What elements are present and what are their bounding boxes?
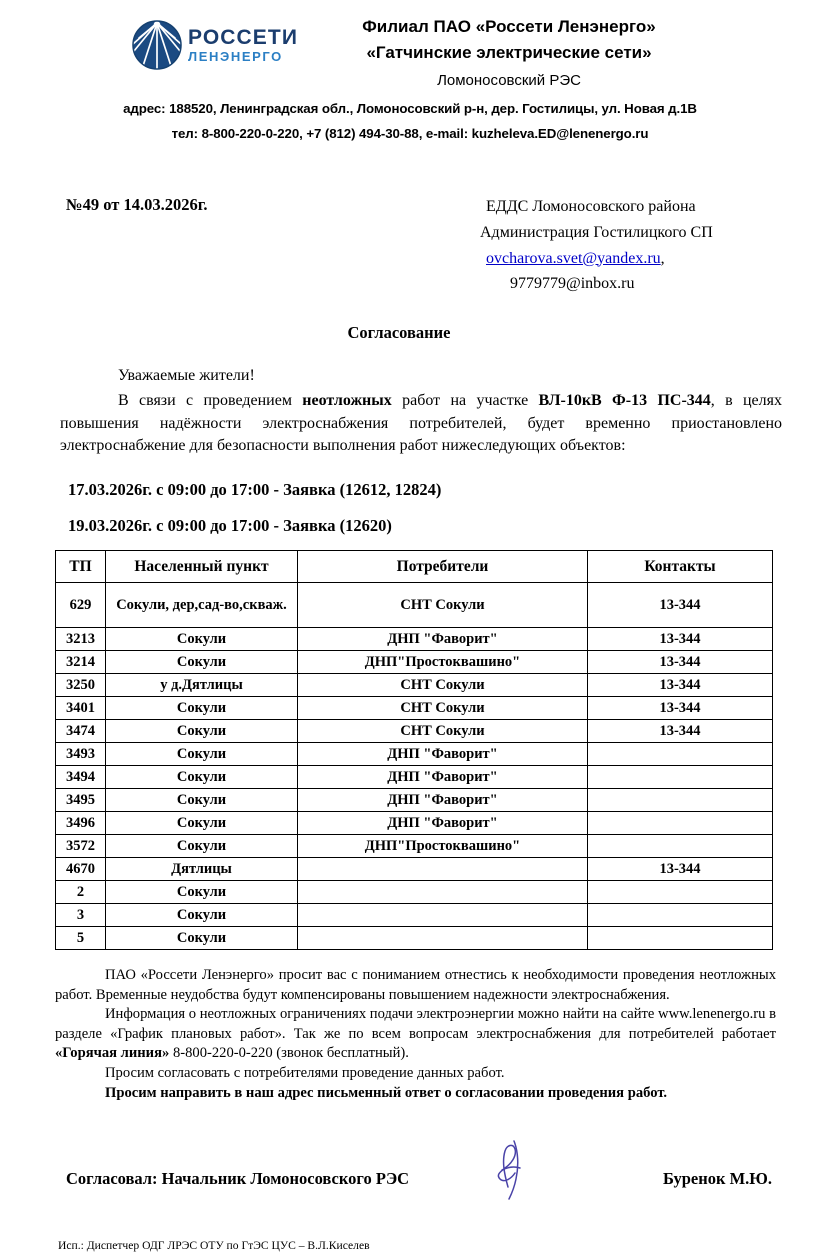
cell-contacts xyxy=(588,766,773,789)
cell-settlement: Сокули xyxy=(106,720,298,743)
col-header-settlement: Населенный пункт xyxy=(106,551,298,583)
cell-tp: 3572 xyxy=(56,835,106,858)
cell-consumers: СНТ Сокули xyxy=(298,720,588,743)
cell-consumers: ДНП "Фаворит" xyxy=(298,743,588,766)
table-row xyxy=(56,789,773,812)
cell-tp: 3250 xyxy=(56,674,106,697)
cell-contacts xyxy=(588,904,773,927)
intro-part-1: В связи с проведением xyxy=(118,391,303,409)
col-header-consumers: Потребители xyxy=(298,551,588,583)
greeting-text: Уважаемые жители! xyxy=(118,367,255,385)
addressee-row xyxy=(0,194,820,298)
cell-tp: 2 xyxy=(56,881,106,904)
cell-tp: 3214 xyxy=(56,651,106,674)
table-row xyxy=(56,904,773,927)
table-row xyxy=(56,697,773,720)
table-row xyxy=(56,720,773,743)
signatory-name: Буренок М.Ю. xyxy=(662,1169,772,1189)
cell-settlement: Дятлицы xyxy=(106,858,298,881)
signature-block xyxy=(0,1145,820,1201)
cell-consumers xyxy=(298,858,588,881)
outage-schedule-list xyxy=(0,477,820,538)
executor-footer: Исп.: Диспетчер ОДГ ЛРЭС ОТУ по ГтЭС ЦУС – В.Л.Киселев xyxy=(58,1239,370,1252)
recipient-email-link[interactable]: ovcharova.svet@yandex.ru xyxy=(486,249,661,267)
table-row xyxy=(56,858,773,881)
cell-settlement: Сокули xyxy=(106,651,298,674)
cell-contacts xyxy=(588,881,773,904)
intro-paragraph xyxy=(60,390,782,458)
cell-consumers xyxy=(298,927,588,950)
letterhead-top-row xyxy=(0,14,820,95)
cell-tp: 3 xyxy=(56,904,106,927)
cell-tp: 3496 xyxy=(56,812,106,835)
closing-hotline-label: «Горячая линия» xyxy=(55,1045,170,1062)
table-header-row xyxy=(56,551,773,583)
col-header-tp: ТП xyxy=(56,551,106,583)
cell-settlement: Сокули xyxy=(106,835,298,858)
cell-tp: 3493 xyxy=(56,743,106,766)
table-row xyxy=(56,835,773,858)
table-row xyxy=(56,628,773,651)
cell-settlement: Сокули xyxy=(106,743,298,766)
table-row xyxy=(56,743,773,766)
objects-table-wrap xyxy=(0,550,820,950)
cell-contacts xyxy=(588,812,773,835)
recipient-administration: Администрация Гостилицкого СП xyxy=(480,223,713,241)
cell-contacts: 13-344 xyxy=(588,651,773,674)
closing-section xyxy=(0,966,820,1103)
intro-bold-urgent: неотложных xyxy=(302,391,392,409)
cell-settlement: Сокули xyxy=(106,697,298,720)
cell-contacts: 13-344 xyxy=(588,628,773,651)
cell-settlement: у д.Дятлицы xyxy=(106,674,298,697)
cell-settlement: Сокули xyxy=(106,812,298,835)
letterhead-address: адрес: 188520, Ленинградская обл., Ломоносовский р-н, дер. Гостилицы, ул. Новая д.1В xyxy=(123,101,697,117)
cell-contacts xyxy=(588,835,773,858)
recipient-organization: ЕДДС Ломоносовского района xyxy=(486,197,696,215)
cell-tp: 3401 xyxy=(56,697,106,720)
cell-consumers xyxy=(298,881,588,904)
cell-consumers: ДНП"Простоквашино" xyxy=(298,835,588,858)
cell-tp: 3494 xyxy=(56,766,106,789)
recipient-email-comma: , xyxy=(660,249,665,267)
body-section xyxy=(0,365,820,458)
letterhead-contacts: тел: 8-800-220-0-220, +7 (812) 494-30-88, e-mail: kuzheleva.ED@lenenergo.ru xyxy=(171,126,649,142)
cell-tp: 4670 xyxy=(56,858,106,881)
closing-p2-part-b: 8-800-220-0-220 (звонок бесплатный). xyxy=(169,1045,409,1062)
recipient-email-plain: 9779779@inbox.ru xyxy=(510,275,635,293)
cell-settlement: Сокули xyxy=(106,766,298,789)
table-row xyxy=(56,927,773,950)
cell-settlement: Сокули xyxy=(106,789,298,812)
logo-text-lenenergo: ЛЕНЭНЕРГО xyxy=(188,48,283,64)
table-row xyxy=(56,766,773,789)
objects-table xyxy=(55,550,773,950)
cell-tp: 3495 xyxy=(56,789,106,812)
branch-title-line3: Ломоносовский РЭС xyxy=(437,71,581,89)
cell-contacts xyxy=(588,789,773,812)
cell-contacts: 13-344 xyxy=(588,858,773,881)
letterhead xyxy=(0,0,820,146)
cell-consumers xyxy=(298,904,588,927)
branch-title-line1: Филиал ПАО «Россети Ленэнерго» xyxy=(362,17,656,36)
closing-paragraph-1: ПАО «Россети Ленэнерго» просит вас с пониманием отнестись к необходимости проведения неотложных работ. Временные неудобства будут компенсированы повышением надежности электроснабжения. xyxy=(55,967,776,1003)
cell-contacts: 13-344 xyxy=(588,583,773,628)
table-row xyxy=(56,583,773,628)
logo-text-rosseti: РОССЕТИ xyxy=(188,26,299,50)
cell-tp: 5 xyxy=(56,927,106,950)
letterhead-titles xyxy=(258,14,820,95)
intro-part-2: работ на участке xyxy=(391,391,539,409)
cell-consumers: ДНП"Простоквашино" xyxy=(298,651,588,674)
outage-line: 17.03.2026г. с 09:00 до 17:00 - Заявка (12612, 12824) xyxy=(68,480,442,500)
recipient-block xyxy=(480,194,780,298)
closing-p2-part-a: Информация о неотложных ограничениях подачи электроэнергии можно найти на сайте www.lenenergo.ru в разделе «График плановых работ». Так же по всем вопросам электроснабжения для потребителей работает xyxy=(55,1006,776,1042)
table-row xyxy=(56,812,773,835)
cell-consumers: ДНП "Фаворит" xyxy=(298,789,588,812)
rosseti-sun-logo-icon xyxy=(132,20,182,70)
table-row xyxy=(56,674,773,697)
cell-contacts: 13-344 xyxy=(588,674,773,697)
table-row xyxy=(56,651,773,674)
cell-settlement: Сокули xyxy=(106,628,298,651)
col-header-contacts: Контакты xyxy=(588,551,773,583)
cell-consumers: ДНП "Фаворит" xyxy=(298,628,588,651)
closing-paragraph-4: Просим направить в наш адрес письменный ответ о согласовании проведения работ. xyxy=(105,1084,668,1101)
cell-tp: 3474 xyxy=(56,720,106,743)
cell-settlement: Сокули xyxy=(106,927,298,950)
table-row xyxy=(56,881,773,904)
cell-contacts xyxy=(588,743,773,766)
signatory-role: Согласовал: Начальник Ломоносовского РЭС xyxy=(66,1169,410,1189)
closing-paragraph-2 xyxy=(55,1005,776,1064)
page-title: Согласование xyxy=(347,323,451,343)
cell-tp: 629 xyxy=(56,583,106,628)
cell-consumers: СНТ Сокули xyxy=(298,697,588,720)
cell-contacts xyxy=(588,927,773,950)
objects-table-body xyxy=(56,583,773,950)
recipient-email-link-row xyxy=(480,246,780,272)
document-number-date: №49 от 14.03.2026г. xyxy=(66,194,208,214)
cell-consumers: СНТ Сокули xyxy=(298,674,588,697)
cell-consumers: ДНП "Фаворит" xyxy=(298,812,588,835)
intro-part-3: , в целях повышения надёжности электроснабжения потребителей, будет временно приостановлено электроснабжение для безопасности выполнения работ нижеследующих объектов: xyxy=(60,391,782,455)
cell-contacts: 13-344 xyxy=(588,720,773,743)
cell-tp: 3213 xyxy=(56,628,106,651)
cell-settlement: Сокули xyxy=(106,904,298,927)
cell-consumers: ДНП "Фаворит" xyxy=(298,766,588,789)
cell-settlement: Сокули xyxy=(106,881,298,904)
branch-title-line2: «Гатчинские электрические сети» xyxy=(366,43,652,63)
cell-consumers: СНТ Сокули xyxy=(298,583,588,628)
outage-line: 19.03.2026г. с 09:00 до 17:00 - Заявка (12620) xyxy=(68,515,392,535)
cell-contacts: 13-344 xyxy=(588,697,773,720)
signature-row xyxy=(66,1169,772,1189)
cell-settlement: Сокули, дер,сад-во,скваж. xyxy=(106,583,298,628)
intro-bold-line: ВЛ-10кВ Ф-13 ПС-344 xyxy=(538,391,711,409)
closing-paragraph-3: Просим согласовать с потребителями проведение данных работ. xyxy=(105,1064,505,1081)
